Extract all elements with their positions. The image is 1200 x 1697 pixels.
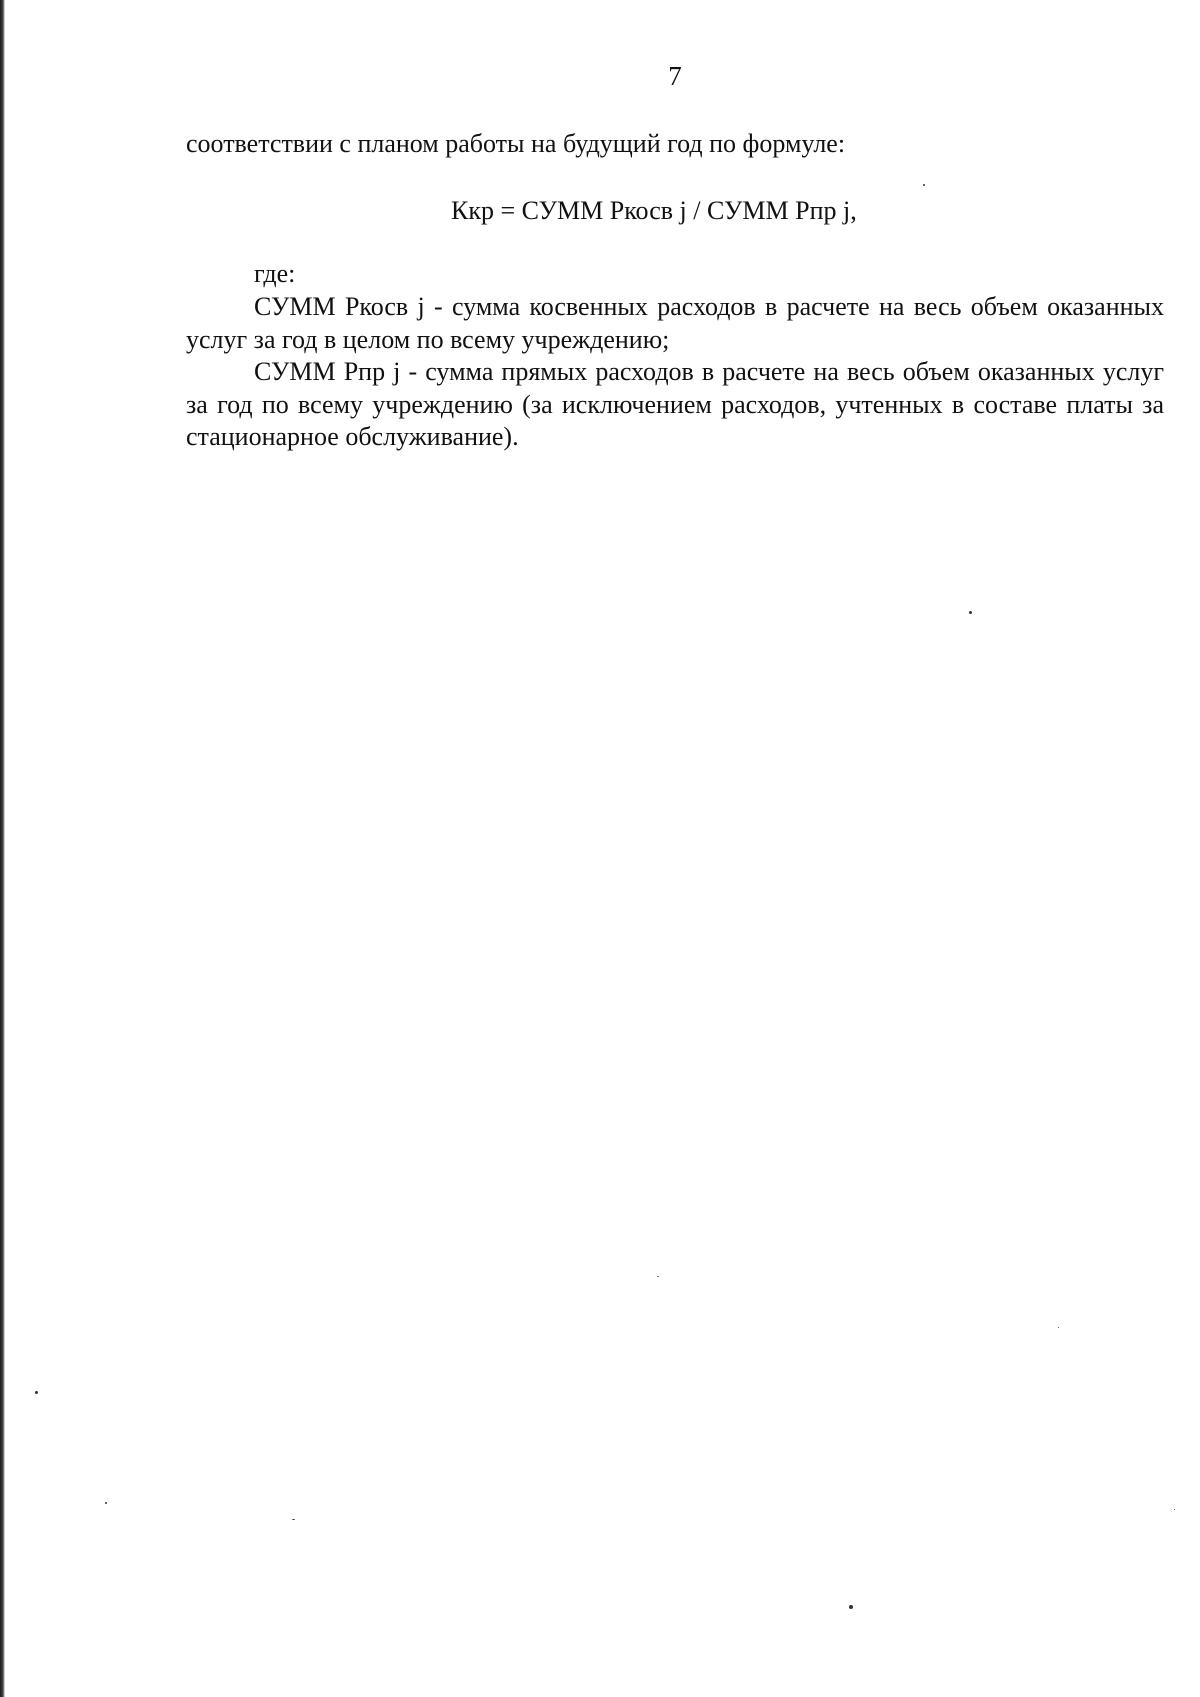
scan-speck xyxy=(105,1502,107,1504)
scan-edge-shadow xyxy=(0,0,5,1697)
definitions-block xyxy=(186,291,1164,454)
scan-speck xyxy=(1174,1509,1175,1510)
formula: Ккр = СУММ Ркосв j / СУММ Рпр j, xyxy=(451,196,857,225)
scan-speck xyxy=(969,611,972,614)
scan-speck xyxy=(292,1519,295,1520)
scan-speck xyxy=(35,1391,38,1394)
definition-indirect-costs: СУММ Ркосв j - сумма косвенных расходов в расчете на весь объем оказанных услуг за год в целом по всему учреждению; xyxy=(186,292,1164,354)
scan-speck xyxy=(849,1605,853,1609)
page-number: 7 xyxy=(668,61,682,91)
definition-direct-costs: СУММ Рпр j - сумма прямых расходов в расчете на весь объем оказанных услуг за год по всему учреждению (за исключением расходов, учтенных в составе платы за стационарное обслуживание). xyxy=(186,357,1164,451)
scan-speck xyxy=(923,184,925,186)
where-label: где: xyxy=(254,259,296,288)
intro-line: соответствии с планом работы на будущий год по формуле: xyxy=(186,129,846,158)
scan-speck xyxy=(657,1276,659,1277)
scan-speck xyxy=(1058,1327,1059,1328)
